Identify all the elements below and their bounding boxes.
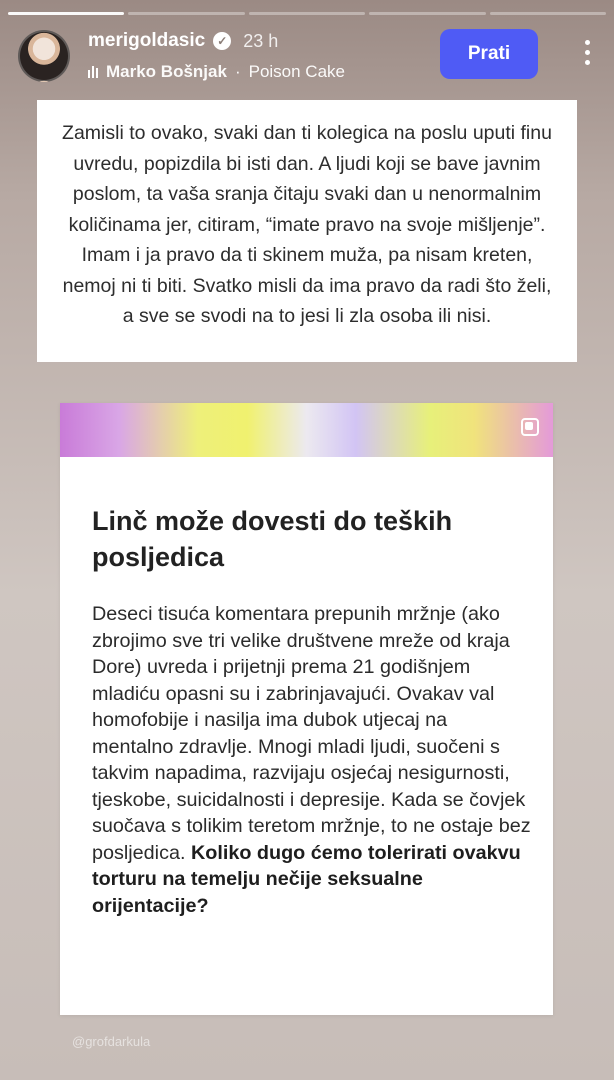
card-body-text: Deseci tisuća komentara prepunih mržnje (ako zbrojimo sve tri velike društvene mreže od kraja Dore) uvreda i prijetnji prema 21 godišnjem mladiću opasni su i zabrinjavajući. Ovakav val homofobije i nasilja ima dubok utjecaj na mentalno zdravlje. Mnogi mladi ljudi, suočeni s takvim napadima, razvijaju osjećaj nesigurnosti, tjeskobe, suicidalnosti i depresije. Kada se čovjek suočava s tolikim teretom mržnje, to ne ostaje bez posljedica. [92, 603, 531, 864]
card-title: Linč može dovesti do teških posljedica [92, 506, 453, 572]
music-attribution[interactable] [88, 62, 345, 82]
music-title: Poison Cake [248, 62, 345, 81]
multiple-posts-icon [521, 418, 539, 436]
progress-segment [8, 12, 124, 15]
follow-button[interactable]: Prati [440, 29, 538, 79]
card-gradient-banner [60, 403, 553, 457]
story-text: Zamisli to ovako, svaki dan ti kolegica na poslu uputi finu uvredu, popizdila bi isti dan. A ljudi koji se bave javnim poslom, ta vaša sranja čitaju svaki dan u nenormalnim količinama jer, citiram, “imate pravo na svoje mišljenje”. Imam i ja pravo da ti skinem muža, pa nisam kreten, nemoj ni ti biti. Svatko misli da ima pravo da radi što želi, a sve se svodi na to jesi li zla osoba ili nisi. [62, 122, 552, 327]
avatar[interactable] [18, 30, 70, 82]
story-progress-bar [8, 12, 606, 15]
card-body-bold: Koliko dugo ćemo tolerirati ovakvu torturu na temelju nečije seksualne orijentacije? [92, 841, 521, 917]
progress-segment [490, 12, 606, 15]
username[interactable]: merigoldasic [88, 30, 206, 51]
more-options-icon[interactable] [582, 40, 592, 65]
progress-segment [128, 12, 244, 15]
verified-badge-icon: ✓ [213, 32, 231, 50]
music-bars-icon [88, 66, 98, 78]
music-separator: · [234, 62, 241, 81]
progress-segment [249, 12, 365, 15]
shared-post-card[interactable] [60, 403, 553, 1015]
progress-segment [369, 12, 485, 15]
card-body [92, 601, 532, 919]
watermark: @grofdarkula [72, 1034, 151, 1049]
username-row[interactable] [88, 30, 278, 52]
story-text-box [37, 100, 577, 362]
story-header [16, 28, 598, 88]
music-artist: Marko Bošnjak [106, 62, 227, 81]
post-time: 23 h [243, 30, 279, 51]
